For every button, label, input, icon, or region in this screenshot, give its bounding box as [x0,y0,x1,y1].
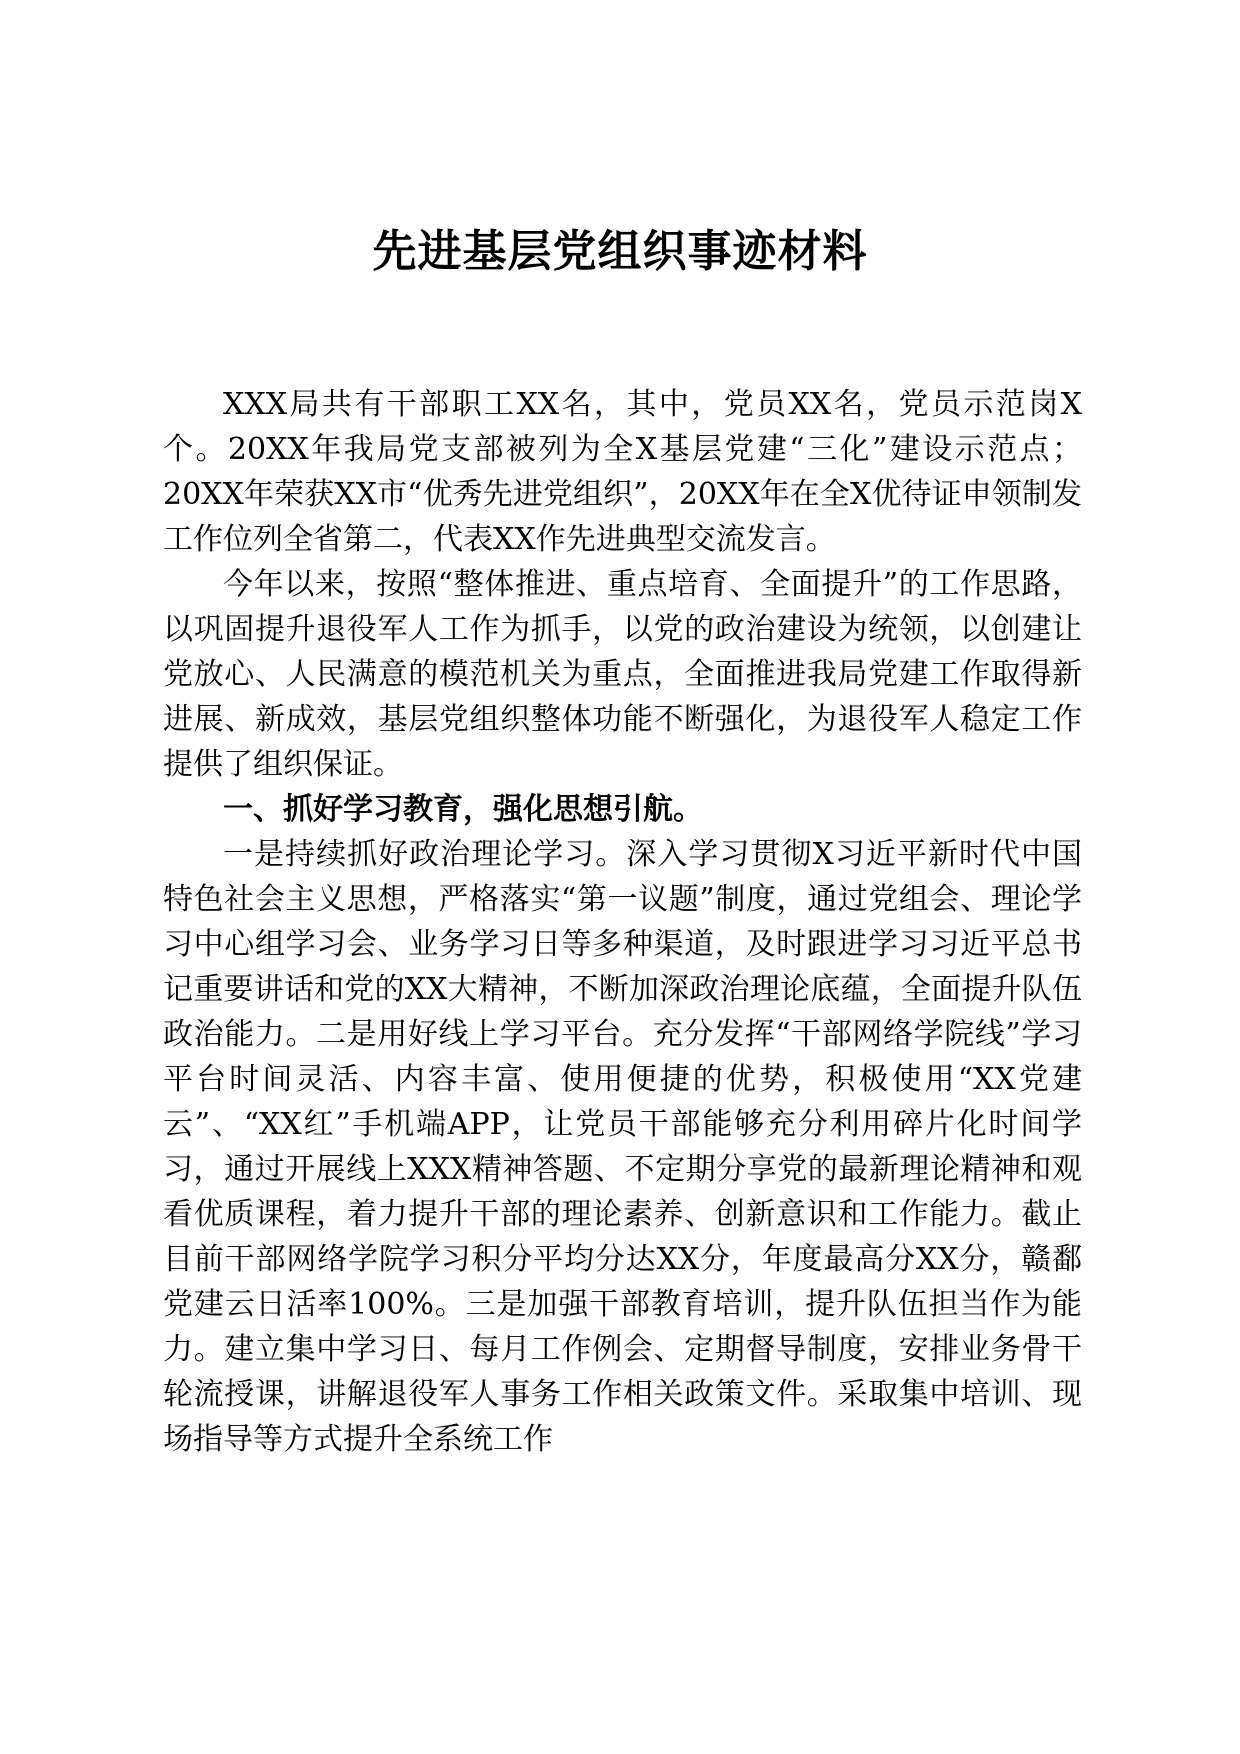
intro-paragraph: XXX局共有干部职工XX名，其中，党员XX名，党员示范岗X个。20XX年我局党支部被列为全X基层党建“三化”建设示范点；20XX年荣获XX市“优秀先进党组织”，20XX年在全X优待证申领制发工作位列全省第二，代表XX作先进典型交流发言。 [163,387,1082,557]
section-paragraph: 一是持续抓好政治理论学习。深入学习贯彻X习近平新时代中国特色社会主义思想，严格落实“第一议题”制度，通过党组会、理论学习中心组学习会、业务学习日等多种渠道，及时跟进学习习近平总书记重要讲话和党的XX大精神，不断加深政治理论底蕴，全面提升队伍政治能力。二是用好线上学习平台。充分发挥“干部网络学院线”学习平台时间灵活、内容丰富、使用便捷的优势，积极使用“XX党建云”、“XX红”手机端APP，让党员干部能够充分利用碎片化时间学习，通过开展线上XXX精神答题、不定期分享党的最新理论精神和观看优质课程，着力提升干部的理论素养、创新意识和工作能力。截止目前干部网络学院学习积分平均分达XX分，年度最高分XX分，赣鄱党建云日活率100%。三是加强干部教育培训，提升队伍担当作为能力。建立集中学习日、每月工作例会、定期督导制度，安排业务骨干轮流授课，讲解退役军人事务工作相关政策文件。采取集中培训、现场指导等方式提升全系统工作 [163,837,1082,1457]
overview-paragraph: 今年以来，按照“整体推进、重点培育、全面提升”的工作思路，以巩固提升退役军人工作为抓手，以党的政治建设为统领，以创建让党放心、人民满意的模范机关为重点，全面推进我局党建工作取得新进展、新成效，基层党组织整体功能不断强化，为退役军人稳定工作提供了组织保证。 [163,567,1082,782]
document-title: 先进基层党组织事迹材料 [372,226,868,277]
section-heading: 一、抓好学习教育，强化思想引航。 [223,792,703,827]
document-body [163,382,1082,1462]
